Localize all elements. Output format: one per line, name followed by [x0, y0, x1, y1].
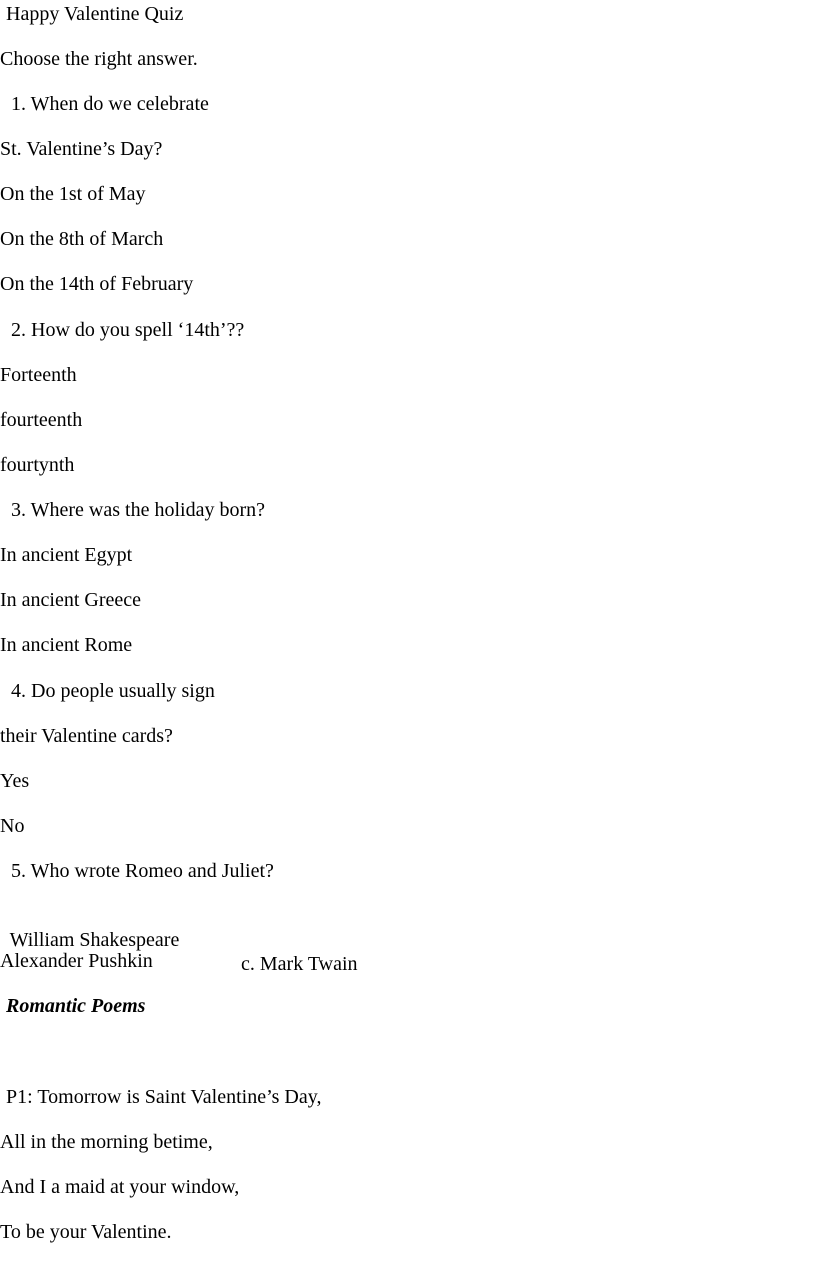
question-2: 2. How do you spell ‘14th’??	[11, 319, 245, 341]
poem-1-line-3: And I a maid at your window,	[0, 1176, 240, 1198]
q4-option-b: No	[0, 815, 25, 837]
quiz-title: Happy Valentine Quiz	[6, 3, 184, 25]
q5-option-b: Alexander Pushkin	[0, 950, 153, 972]
q2-option-b: fourteenth	[0, 409, 83, 431]
q2-option-a: Forteenth	[0, 364, 77, 386]
quiz-instruction: Choose the right answer.	[0, 48, 198, 70]
poem-1-line-4: To be your Valentine.	[0, 1221, 172, 1243]
q3-option-a: In ancient Egypt	[0, 544, 133, 566]
q2-option-c: fourtynth	[0, 454, 75, 476]
question-3: 3. Where was the holiday born?	[11, 499, 265, 521]
question-1-line-2: St. Valentine’s Day?	[0, 138, 163, 160]
q4-option-a: Yes	[0, 770, 30, 792]
question-4-line-1: 4. Do people usually sign	[11, 680, 215, 702]
poem-1-line-1: P1: Tomorrow is Saint Valentine’s Day,	[6, 1086, 322, 1108]
q1-option-a: On the 1st of May	[0, 183, 146, 205]
q1-option-c: On the 14th of February	[0, 273, 194, 295]
question-4-line-2: their Valentine cards?	[0, 725, 173, 747]
q5-option-c: c. Mark Twain	[241, 953, 358, 975]
poem-1-line-2: All in the morning betime,	[0, 1131, 213, 1153]
q3-option-b: In ancient Greece	[0, 589, 142, 611]
q3-option-c: In ancient Rome	[0, 634, 133, 656]
question-5: 5. Who wrote Romeo and Juliet?	[11, 860, 274, 882]
question-1-line-1: 1. When do we celebrate	[11, 93, 209, 115]
q1-option-b: On the 8th of March	[0, 228, 164, 250]
poems-heading: Romantic Poems	[6, 995, 146, 1017]
q5-option-a: William Shakespeare	[9, 929, 180, 951]
